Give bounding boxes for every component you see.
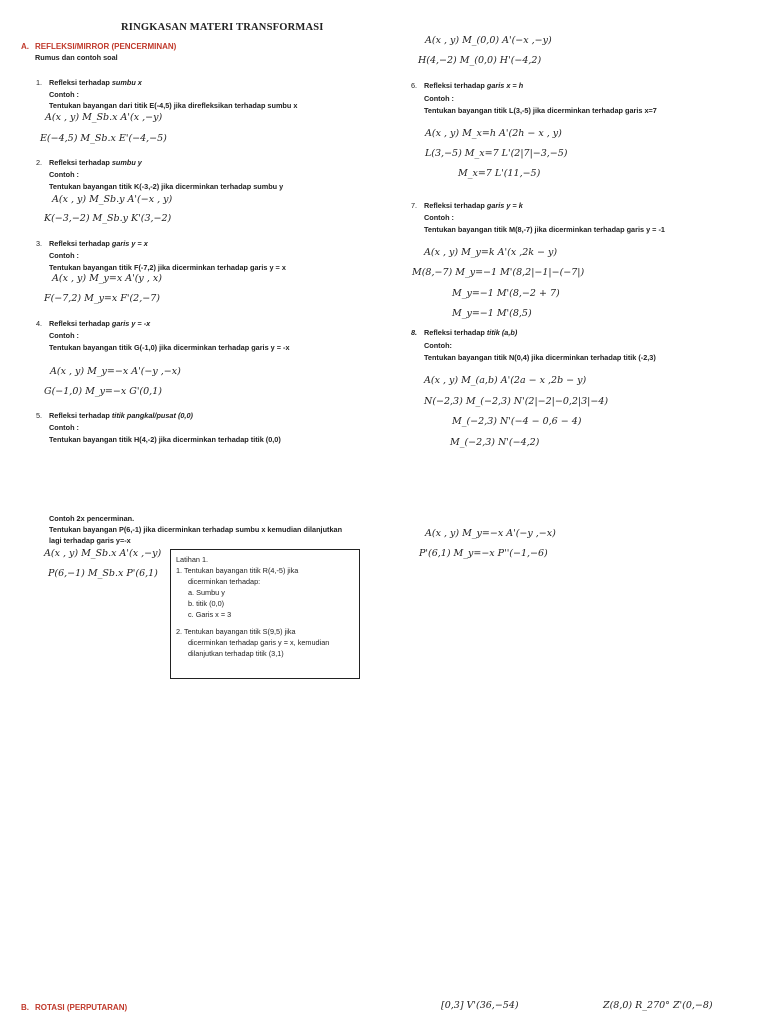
item-6-num: 6. (411, 81, 418, 90)
latihan-line-2: dicerminkan terhadap: (188, 577, 261, 586)
latihan-line-3: a. Sumbu y (188, 588, 225, 597)
item-8-formula-step: M_(−2,3) N'(−4 − 0,6 − 4) (452, 416, 582, 427)
item-5-num: 5. (36, 411, 43, 420)
item-6-contoh: Contoh : (424, 94, 454, 103)
bottom-formula-2: Z(8,0) R_270° Z'(0,−8) (603, 1000, 713, 1011)
section-b-label: ROTASI (PERPUTARAN) (35, 1003, 128, 1012)
item-3-contoh: Contoh : (49, 251, 79, 260)
item-2-formula-general: A(x , y) M_Sb.y A'(−x , y) (52, 194, 173, 205)
section-a-intro: Rumus dan contoh soal (35, 53, 118, 62)
latihan-line-5: c. Garis x = 3 (188, 610, 232, 619)
item-7-num: 7. (411, 201, 418, 210)
item-8-formula-result: M_(−2,3) N'(−4,2) (450, 437, 540, 448)
item-7-question: Tentukan bayangan titik M(8,-7) jika dicerminkan terhadap garis y = -1 (424, 225, 665, 234)
latihan-line-6: 2. Tentukan bayangan titik S(9,5) jika (176, 627, 296, 636)
item-6-question: Tentukan bayangan titik L(3,-5) jika dicerminkan terhadap garis x=7 (424, 106, 657, 115)
item-6-formula-result: M_x=7 L'(11,−5) (458, 168, 541, 179)
page-title: RINGKASAN MATERI TRANSFORMASI (121, 22, 324, 33)
item-8-formula-example: N(−2,3) M_(−2,3) N'(2|−2|−0,2|3|−4) (424, 396, 609, 407)
item-5-formula-general: A(x , y) M_(0,0) A'(−x ,−y) (425, 35, 552, 46)
item-3-question: Tentukan bayangan titik F(-7,2) jika dicerminkan terhadap garis y = x (49, 263, 286, 272)
item-5-contoh: Contoh : (49, 423, 79, 432)
item-4-contoh: Contoh : (49, 331, 79, 340)
item-6-head: Refleksi terhadap garis x = h (424, 81, 524, 90)
combo-formula-example-2: P'(6,1) M_y=−x P''(−1,−6) (419, 548, 548, 559)
latihan-line-4: b. titik (0,0) (188, 599, 225, 608)
item-7-formula-example: M(8,−7) M_y=−1 M'(8,2|−1|−(−7|) (412, 267, 585, 278)
item-4-question: Tentukan bayangan titik G(-1,0) jika dicerminkan terhadap garis y = -x (49, 343, 290, 352)
combo-question-2: lagi terhadap garis y=-x (49, 536, 131, 545)
item-3-formula-example: F(−7,2) M_y=x F'(2,−7) (44, 293, 160, 304)
item-3-head: Refleksi terhadap garis y = x (49, 239, 148, 248)
item-1-num: 1. (36, 78, 43, 87)
combo-head: Contoh 2x pencerminan. (49, 514, 135, 523)
item-2-contoh: Contoh : (49, 170, 79, 179)
item-1-contoh: Contoh : (49, 90, 79, 99)
item-2-question: Tentukan bayangan titik K(-3,-2) jika dicerminkan terhadap sumbu y (49, 182, 284, 191)
item-4-formula-example: G(−1,0) M_y=−x G'(0,1) (44, 386, 162, 397)
latihan-line-1: 1. Tentukan bayangan titik R(4,-5) jika (176, 566, 299, 575)
combo-question-1: Tentukan bayangan P(6,-1) jika dicerminkan terhadap sumbu x kemudian dilanjutkan (49, 525, 343, 534)
latihan-box (170, 549, 360, 679)
combo-formula-example-1: P(6,−1) M_Sb.x P'(6,1) (48, 568, 158, 579)
latihan-line-7: dicerminkan terhadap garis y = x, kemudian (188, 638, 330, 647)
item-5-question: Tentukan bayangan titik H(4,-2) jika dicerminkan terhadap titik (0,0) (49, 435, 281, 444)
item-5-formula-example: H(4,−2) M_(0,0) H'(−4,2) (418, 55, 542, 66)
item-4-num: 4. (36, 319, 43, 328)
item-8-contoh: Contoh: (424, 341, 452, 350)
combo-formula-general-1: A(x , y) M_Sb.x A'(x ,−y) (44, 548, 162, 559)
item-1-question: Tentukan bayangan dari titik E(-4,5) jika direfleksikan terhadap sumbu x (49, 101, 298, 110)
item-4-head: Refleksi terhadap garis y = -x (49, 319, 151, 328)
item-8-question: Tentukan bayangan titik N(0,4) jika dicerminkan terhadap titik (-2,3) (424, 353, 656, 362)
item-6-formula-general: A(x , y) M_x=h A'(2h − x , y) (425, 128, 562, 139)
item-1-formula-general: A(x , y) M_Sb.x A'(x ,−y) (45, 112, 163, 123)
item-4-formula-general: A(x , y) M_y=−x A'(−y ,−x) (50, 366, 181, 377)
item-8-formula-general: A(x , y) M_(a,b) A'(2a − x ,2b − y) (424, 375, 587, 386)
item-3-formula-general: A(x , y) M_y=x A'(y , x) (52, 273, 162, 284)
item-2-head: Refleksi terhadap sumbu y (49, 158, 142, 167)
item-7-formula-result: M_y=−1 M'(8,5) (452, 308, 532, 319)
item-5-head: Refleksi terhadap titik pangkal/pusat (0,0) (49, 411, 193, 420)
item-3-num: 3. (36, 239, 43, 248)
item-1-head: Refleksi terhadap sumbu x (49, 78, 142, 87)
item-8-num: 8. (411, 328, 418, 337)
item-6-formula-example: L(3,−5) M_x=7 L'(2|7|−3,−5) (425, 148, 568, 159)
bottom-formula-1: [0,3] V'(36,−54) (441, 1000, 519, 1011)
section-a-marker: A. (21, 42, 29, 51)
item-2-num: 2. (36, 158, 43, 167)
section-a-label: REFLEKSI/MIRROR (PENCERMINAN) (35, 42, 177, 51)
item-7-formula-step: M_y=−1 M'(8,−2 + 7) (452, 288, 560, 299)
item-7-head: Refleksi terhadap garis y = k (424, 201, 523, 210)
item-1-formula-example: E(−4,5) M_Sb.x E'(−4,−5) (40, 133, 167, 144)
item-2-formula-example: K(−3,−2) M_Sb.y K'(3,−2) (44, 213, 172, 224)
section-b-marker: B. (21, 1003, 29, 1012)
item-7-contoh: Contoh : (424, 213, 454, 222)
combo-formula-general-2: A(x , y) M_y=−x A'(−y ,−x) (425, 528, 556, 539)
latihan-title: Latihan 1. (176, 555, 209, 564)
latihan-line-8: dilanjutkan terhadap titik (3,1) (188, 649, 284, 658)
item-8-head: Refleksi terhadap titik (a,b) (424, 328, 518, 337)
item-7-formula-general: A(x , y) M_y=k A'(x ,2k − y) (424, 247, 558, 258)
